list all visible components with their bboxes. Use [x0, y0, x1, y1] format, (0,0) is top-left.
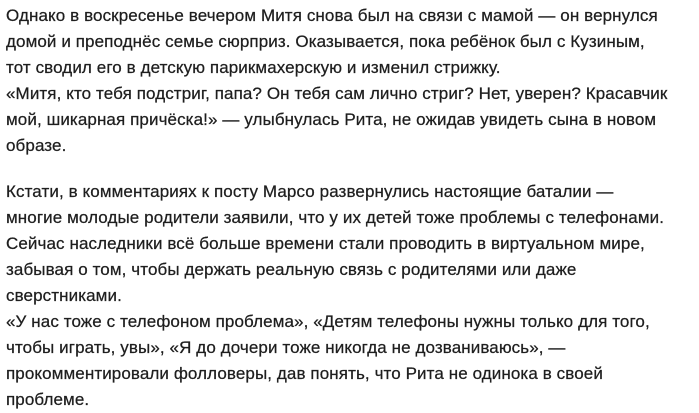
text-line: домой и преподнёс семье сюрприз. Оказывается, пока ребёнок был с Кузиным,	[6, 32, 645, 51]
text-line: образе.	[6, 136, 67, 155]
paragraph-group-2	[6, 179, 693, 413]
text-line: проблеме.	[6, 390, 90, 409]
text-line: мой, шикарная причёска!» — улыбнулась Рита, не ожидав увидеть сына в новом	[6, 110, 657, 129]
text-line: «Митя, кто тебя подстриг, папа? Он тебя сам лично стриг? Нет, уверен? Красавчик	[6, 84, 668, 103]
text-line: чтобы играть, увы», «Я до дочери тоже никогда не дозваниваюсь», —	[6, 338, 566, 357]
text-line: Кстати, в комментариях к посту Марсо развернулись настоящие баталии —	[6, 182, 614, 201]
text-line: Однако в воскресенье вечером Митя снова был на связи с мамой — он вернулся	[6, 6, 658, 25]
text-line: прокомментировали фолловеры, дав понять, что Рита не одинока в своей	[6, 364, 603, 383]
text-line: тот сводил его в детскую парикмахерскую и изменил стрижку.	[6, 58, 501, 77]
text-line: сверстниками.	[6, 286, 122, 305]
paragraph-group-1	[6, 3, 693, 159]
text-line: забывая о том, чтобы держать реальную связь с родителями или даже	[6, 260, 577, 279]
text-line: многие молодые родители заявили, что у их детей тоже проблемы с телефонами.	[6, 208, 665, 227]
text-line: Сейчас наследники всё больше времени стали проводить в виртуальном мире,	[6, 234, 645, 253]
text-line: «У нас тоже с телефоном проблема», «Детям телефоны нужны только для того,	[6, 312, 650, 331]
